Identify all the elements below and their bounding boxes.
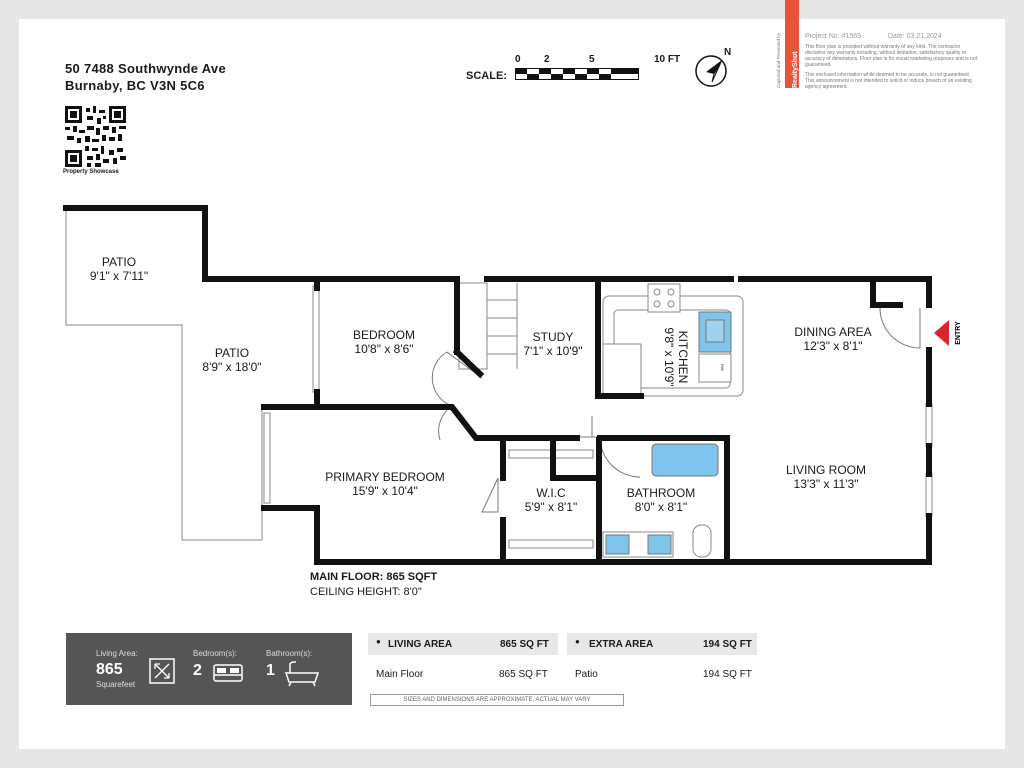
- room-kitchen-size: 9'8" x 10'9": [662, 327, 676, 387]
- address-line-2: Burnaby, BC V3N 5C6: [65, 78, 205, 93]
- room-patio-large-name: PATIO: [214, 346, 250, 360]
- area-expand-icon: [149, 658, 175, 684]
- room-wic-name: W.I.C: [536, 486, 566, 500]
- project-number: Project No: #1569: [805, 33, 862, 40]
- qr-caption: Property Showcase: [63, 169, 119, 175]
- bed-icon: [212, 663, 244, 683]
- scale-tick-5: 5: [589, 54, 595, 65]
- room-primary-bedroom-size: 15'9" x 10'4": [352, 484, 418, 498]
- room-dining-name: DINING AREA: [794, 325, 872, 339]
- living-area-value: 865: [96, 661, 123, 678]
- extra-area-header: [567, 633, 757, 655]
- living-area-unit: Squarefeet: [96, 680, 136, 689]
- room-patio-small-size: 9'1" x 7'11": [89, 269, 149, 283]
- living-row-name: Main Floor: [376, 669, 424, 680]
- disclaimer-2: This enclosed information while deemed to be accurate, is not guaranteed. This announcement is not intended to solicit or induce breach of an existing agency agreement.: [805, 72, 972, 90]
- north-label: N: [724, 47, 732, 58]
- dishwasher-icon: [699, 354, 731, 382]
- living-area-title: LIVING AREA: [388, 639, 453, 650]
- brand-logo-text: RealtyShot: [792, 51, 799, 88]
- disclaimer-1: This floor plan is provided without warranty of any kind. The contractor disclaims any warranty including, without limitation, satisfactory quality or accuracy of dimensions. Floor plan is for visual marketing purposes and is not guaranteed.: [805, 44, 978, 68]
- extra-row-name: Patio: [575, 669, 598, 680]
- scale-tick-2: 2: [544, 54, 550, 65]
- approximate-note: SIZES AND DIMENSIONS ARE APPROXIMATE, ACTUAL MAY VARY: [370, 694, 624, 706]
- room-study-name: STUDY: [532, 330, 574, 344]
- room-kitchen-name: KITCHEN: [676, 330, 690, 384]
- address-line-1: 50 7488 Southwynde Ave: [65, 61, 226, 76]
- stats-panel: [66, 633, 352, 705]
- project-date: Date: 03.21.2024: [888, 33, 942, 40]
- bullet-icon: ●: [376, 637, 381, 646]
- fridge-icon: [603, 344, 641, 396]
- room-patio-large-size: 8'9" x 18'0": [202, 360, 262, 374]
- room-primary-bedroom-name: PRIMARY BEDROOM: [325, 470, 445, 484]
- room-living-name: LIVING ROOM: [785, 463, 867, 477]
- living-area-header: [368, 633, 558, 655]
- bathrooms-label: Bathroom(s):: [266, 649, 313, 658]
- room-bathroom-size: 8'0" x 8'1": [634, 500, 688, 514]
- extra-area-total: 194 SQ FT: [703, 639, 752, 650]
- bedrooms-value: 2: [193, 662, 202, 679]
- extra-row-value: 194 SQ FT: [703, 669, 752, 680]
- room-dining-size: 12'3" x 8'1": [803, 339, 863, 353]
- room-bedroom-size: 10'8" x 8'6": [354, 342, 414, 356]
- entry-arrow-icon: [934, 320, 949, 346]
- living-row-value: 865 SQ FT: [499, 669, 548, 680]
- scale-label: SCALE:: [466, 70, 507, 82]
- bathrooms-value: 1: [266, 662, 275, 679]
- living-area-label: Living Area:: [96, 649, 138, 658]
- room-living-size: 13'3" x 11'3": [793, 477, 859, 491]
- dishwasher-label: DW: [720, 364, 725, 371]
- bullet-icon: ●: [575, 637, 580, 646]
- ceiling-height: CEILING HEIGHT: 8'0": [310, 586, 422, 598]
- scale-tick-10: 10 FT: [654, 54, 681, 65]
- entry-label: ENTRY: [955, 321, 962, 345]
- captured-by-text: Captured and Presented by: [776, 32, 781, 88]
- bathtub-icon: [652, 444, 718, 476]
- room-bathroom-name: BATHROOM: [626, 486, 696, 500]
- toilet-icon: [693, 525, 711, 557]
- floor-title: MAIN FLOOR: 865 SQFT: [310, 571, 438, 583]
- bathtub-icon: [282, 661, 322, 687]
- stove-icon: [648, 284, 680, 312]
- extra-area-title: EXTRA AREA: [589, 639, 654, 650]
- room-study-size: 7'1" x 10'9": [523, 344, 583, 358]
- living-area-total: 865 SQ FT: [500, 639, 549, 650]
- scale-tick-0: 0: [515, 54, 521, 65]
- room-bedroom-name: BEDROOM: [352, 328, 416, 342]
- room-patio-small-name: PATIO: [101, 255, 137, 269]
- bedrooms-label: Bedroom(s):: [193, 649, 238, 658]
- room-wic-size: 5'9" x 8'1": [524, 500, 578, 514]
